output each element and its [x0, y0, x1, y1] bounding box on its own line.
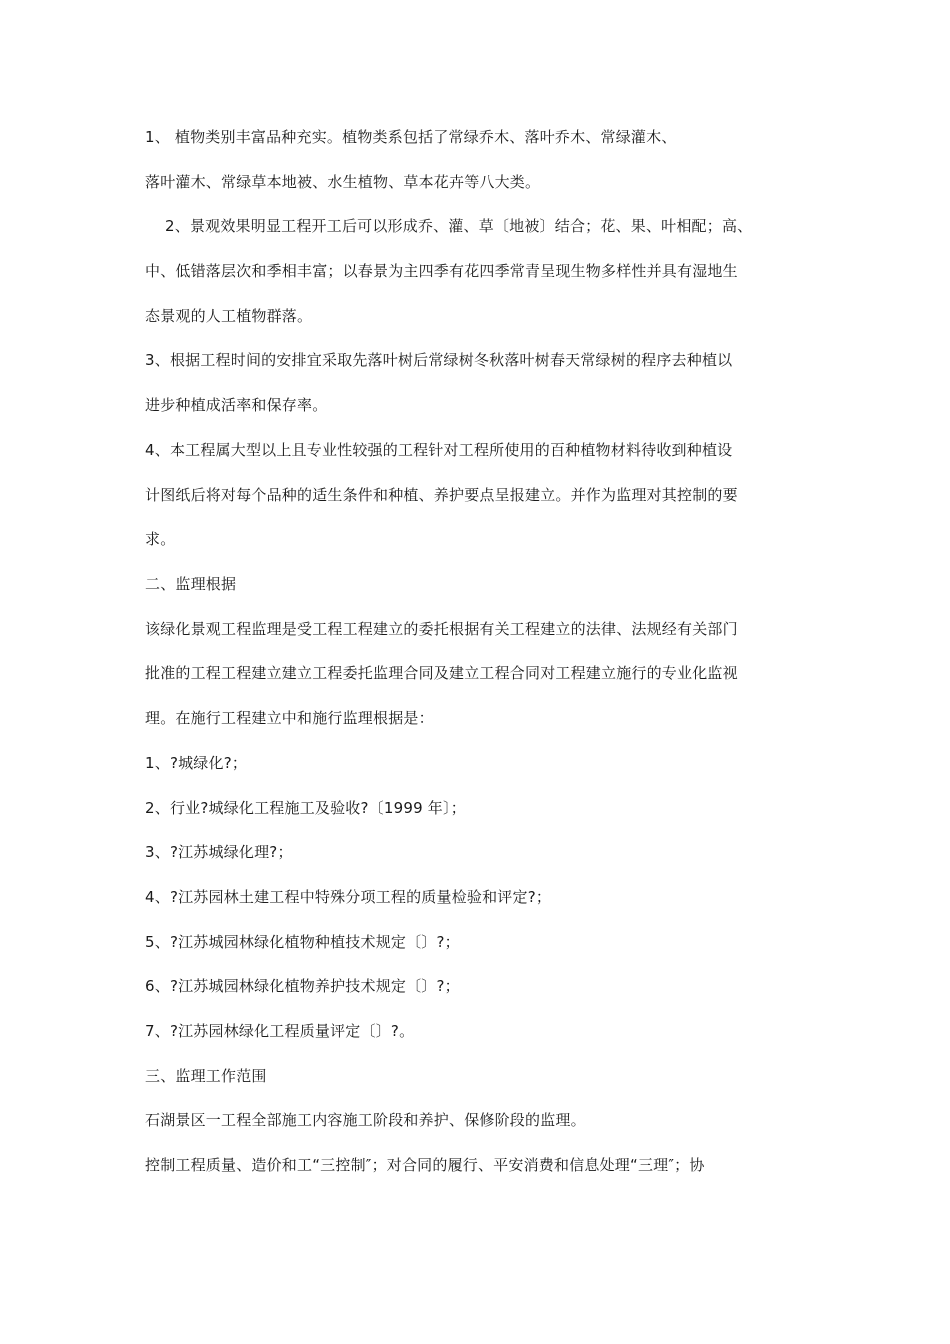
text-line-9: 计图纸后将对每个品种的适生条件和种植、养护要点呈报建立。并作为监理对其控制的要	[145, 486, 738, 504]
list-item-2: 2、行业?城绿化工程施工及验收?〔1999 年〕；	[145, 799, 466, 817]
list-item-7: 7、?江苏园林绿化工程质量评定〔〕?。	[145, 1022, 415, 1040]
list-item-3: 3、?江苏城绿化理?；	[145, 843, 293, 861]
section-heading-basis: 二、监理根据	[145, 575, 237, 593]
text-line-24: 控制工程质量、造价和工“三控制″；对合同的履行、平安消费和信息处理“三理″；协	[145, 1156, 705, 1174]
text-line-1: 1、 植物类别丰富品种充实。植物类系包括了常绿乔木、落叶乔木、常绿灌木、	[145, 128, 677, 146]
list-item-5: 5、?江苏城园林绿化植物种植技术规定〔〕?；	[145, 933, 460, 951]
text-line-23: 石湖景区一工程全部施工内容施工阶段和养护、保修阶段的监理。	[145, 1111, 586, 1129]
text-line-4: 中、低错落层次和季相丰富；以春景为主四季有花四季常青呈现生物多样性并具有湿地生	[145, 262, 738, 280]
list-item-6: 6、?江苏城园林绿化植物养护技术规定〔〕?；	[145, 977, 460, 995]
text-line-3: 2、景观效果明显工程开工后可以形成乔、灌、草〔地被〕结合；花、果、叶相配；高、	[165, 217, 753, 235]
section-heading-scope: 三、监理工作范围	[145, 1067, 267, 1085]
text-line-7: 进步种植成活率和保存率。	[145, 396, 328, 414]
text-line-14: 理。在施行工程建立中和施行监理根据是：	[145, 709, 434, 727]
text-line-5: 态景观的人工植物群落。	[145, 307, 313, 325]
list-item-1: 1、?城绿化?；	[145, 754, 248, 772]
text-line-12: 该绿化景观工程监理是受工程工程建立的委托根据有关工程建立的法律、法规经有关部门	[145, 620, 738, 638]
text-line-13: 批准的工程工程建立建立工程委托监理合同及建立工程合同对工程建立施行的专业化监视	[145, 664, 738, 682]
list-item-4: 4、?江苏园林土建工程中特殊分项工程的质量检验和评定?；	[145, 888, 552, 906]
text-line-10: 求。	[145, 530, 176, 548]
text-line-6: 3、根据工程时间的安排宜采取先落叶树后常绿树冬秋落叶树春天常绿树的程序去种植以	[145, 351, 733, 369]
text-line-8: 4、本工程属大型以上且专业性较强的工程针对工程所使用的百种植物材料待收到种植设	[145, 441, 733, 459]
text-line-2: 落叶灌木、常绿草本地被、水生植物、草本花卉等八大类。	[145, 173, 541, 191]
